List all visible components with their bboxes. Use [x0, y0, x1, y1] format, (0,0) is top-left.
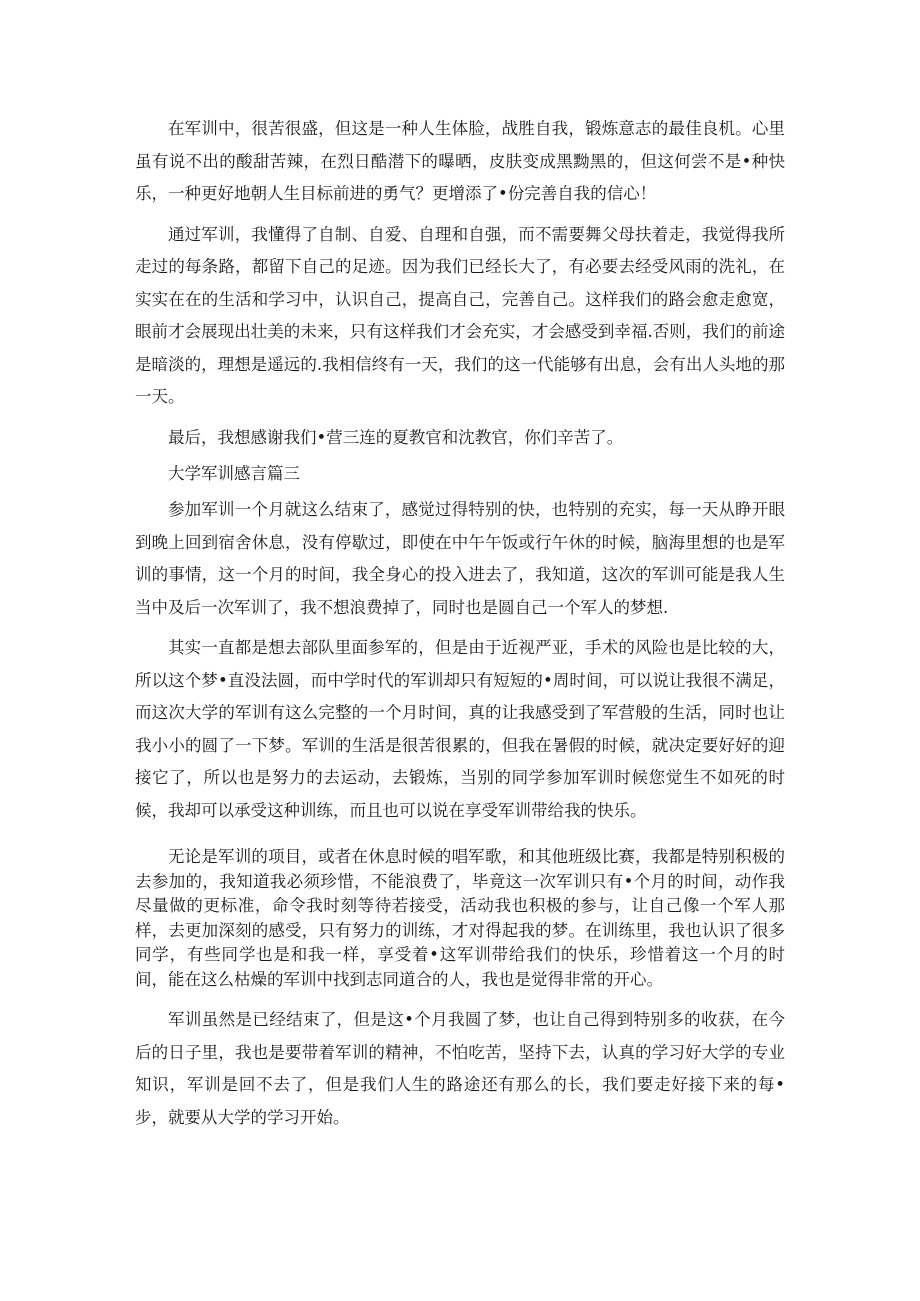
paragraph: 在军训中，很苦很盛，但这是一种人生体脸，战胜自我，锻炼意志的最佳良机。心里虽有说不出的酸甜苦辣，在烈日酷潜下的曝晒，皮肤变成黑黝黑的，但这何尝不是•种快乐，一种更好地朝人生目标前进的勇气？更增添了•份完善自我的信心！: [135, 119, 785, 203]
paragraph: 无论是军训的项目，或者在休息时候的唱军歌，和其他班级比赛，我都是特别积极的去参加的，我知道我必须珍惜，不能浪费了，毕竟这一次军训只有•个月的时间，动作我尽量做的更标准，命令我时刻等待若接受，活动我也积极的参与，让自己像一个军人那样，去更加深刻的感受，只有努力的训练，才对得起我的梦。在训练里，我也认识了很多同学，有些同学也是和我一样，享受着•这军训带给我们的快乐，珍惜着这一个月的时间，能在这么枯燥的军训中找到志同道合的人，我也是觉得非常的开心。: [135, 847, 785, 989]
paragraph: 其实一直都是想去部队里面参军的，但是由于近视严亚，手术的风险也是比较的大，所以这个梦•直没法圆，而中学时代的军训却只有短短的•周时间，可以说让我很不满足，而这次大学的军训有这么完整的一个月时间，真的让我感受到了军营般的生活，同时也让我小小的圆了一下梦。军训的生活是很苦很累的，但我在暑假的时候，就决定要好好的迎接它了，所以也是努力的去运动，去锻炼，当别的同学参加军训时候您觉生不如死的时候，我却可以承受这种训练，而且也可以说在享受军训带给我的快乐。: [135, 638, 785, 820]
paragraph: 军训虽然是已经结束了，但是这•个月我圆了梦，也让自己得到特别多的收获，在今后的日子里，我也是要带着军训的精神，不怕吃苦，坚持下去，认真的学习好大学的专业知识，军训是回不去了，但是我们人生的路途还有那么的长，我们要走好接下来的每•步，就要从大学的学习开始。: [135, 1010, 785, 1127]
section-heading: 大学军训感言篇三: [168, 464, 300, 483]
paragraph: 参加军训一个月就这么结束了，感觉过得特别的快，也特别的充实，每一天从睁开眼到晚上回到宿舍休息，没有停歇过，即使在中午午饭或行午休的时候，脑海里想的也是军训的事情，这一个月的时间，我全身心的投入进去了，我知道，这次的军训可能是我人生当中及后一次军训了，我不想浪费掉了，同时也是圆自己一个军人的梦想.: [135, 500, 785, 617]
document-body: [135, 113, 785, 1134]
paragraph: 最后，我想感谢我们•营三连的夏教官和沈教官，你们辛苦了。: [168, 427, 624, 447]
paragraph: 通过军训，我懂得了自制、自爱、自理和自强，而不需要舞父母扶着走，我觉得我所走过的每条路，都留下自己的足迹。因为我们已经长大了，有必要去经受风雨的洗礼，在实实在在的生活和学习中，认识自己，提高自己，完善自己。这样我们的路会愈走愈宽，眼前才会展现出壮美的未来，只有这样我们才会充实，才会感受到幸福.否则，我们的前途是暗淡的，理想是遥远的.我相信终有一天，我们的这一代能够有出息，会有出人头地的那一天。: [135, 224, 785, 406]
